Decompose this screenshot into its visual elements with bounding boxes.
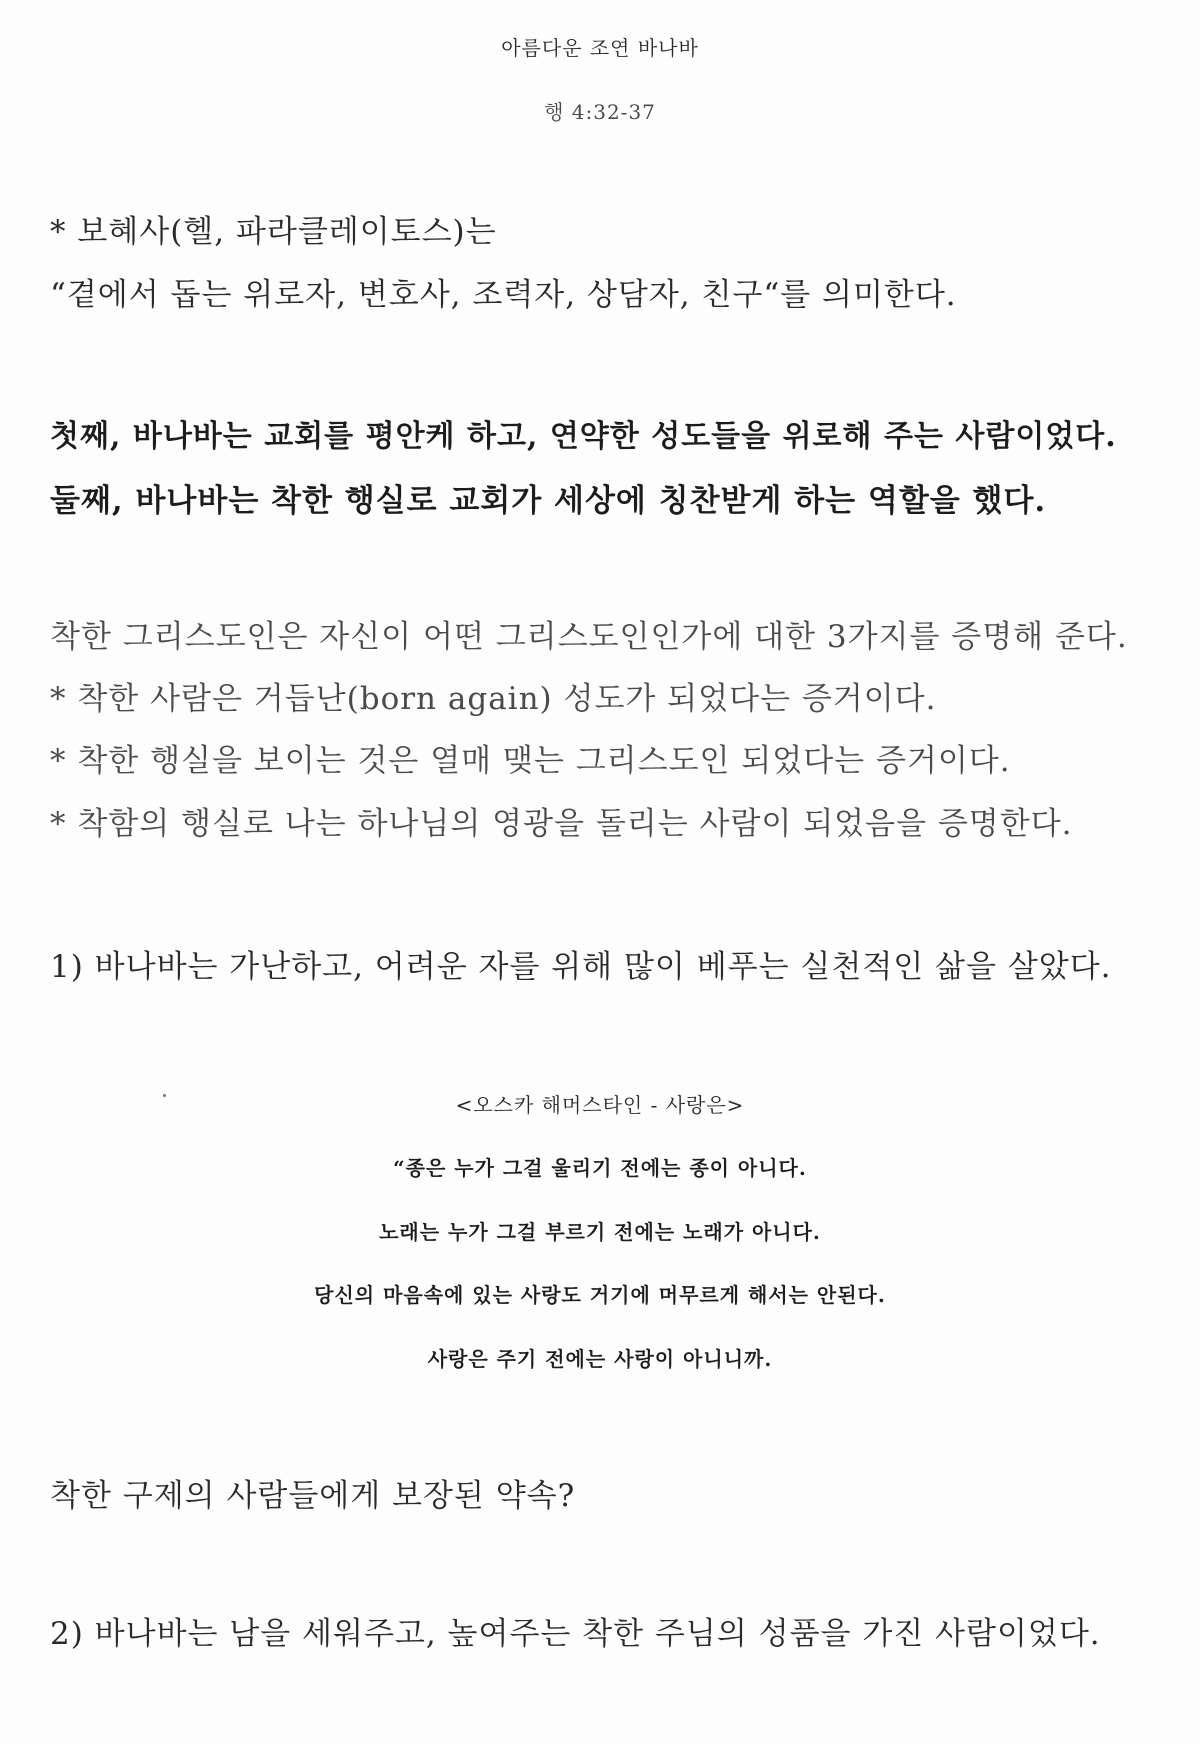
definition-line-2: “곁에서 돕는 위로자, 변호사, 조력자, 상담자, 친구“를 의미한다. xyxy=(50,277,957,313)
proof-item-3: * 착함의 행실로 나는 하나님의 영광을 돌리는 사람이 되었음을 증명한다. xyxy=(50,806,1073,842)
point-second: 둘째, 바나바는 착한 행실로 교회가 세상에 칭찬받게 하는 역할을 했다. xyxy=(50,483,1047,519)
proof-item-2: * 착한 행실을 보이는 것은 열매 맺는 그리스도인 되었다는 증거이다. xyxy=(50,743,1011,779)
scripture-reference: 행 4:32-37 xyxy=(544,100,656,124)
section-2-heading: 2) 바나바는 남을 세워주고, 높여주는 착한 주님의 성품을 가진 사람이었다. xyxy=(50,1616,1101,1652)
proofs-intro: 착한 그리스도인은 자신이 어떤 그리스도인인가에 대한 3가지를 증명해 준다. xyxy=(50,619,1128,655)
poem-title: <오스카 해머스타인 - 사랑은> xyxy=(455,1093,745,1117)
sermon-title: 아름다운 조연 바나바 xyxy=(501,36,699,60)
proof-item-1: * 착한 사람은 거듭난(born again) 성도가 되었다는 증거이다. xyxy=(50,681,937,717)
point-first: 첫째, 바나바는 교회를 평안케 하고, 연약한 성도들을 위로해 주는 사람이었다. xyxy=(50,419,1117,454)
definition-line-1: * 보혜사(헬, 파라클레이토스)는 xyxy=(50,214,497,250)
scan-speck xyxy=(163,1094,166,1097)
poem-line-4: 사랑은 주기 전에는 사랑이 아니니까. xyxy=(427,1347,773,1371)
poem-line-1: “종은 누가 그걸 울리기 전에는 종이 아니다. xyxy=(393,1156,807,1180)
poem-line-3: 당신의 마음속에 있는 사랑도 거기에 머무르게 해서는 안된다. xyxy=(314,1283,886,1307)
section-1-heading: 1) 바나바는 가난하고, 어려운 자를 위해 많이 베푸는 실천적인 삶을 살았다. xyxy=(50,949,1112,985)
poem-line-2: 노래는 누가 그걸 부르기 전에는 노래가 아니다. xyxy=(379,1220,821,1244)
question-line: 착한 구제의 사람들에게 보장된 약속? xyxy=(50,1478,576,1514)
